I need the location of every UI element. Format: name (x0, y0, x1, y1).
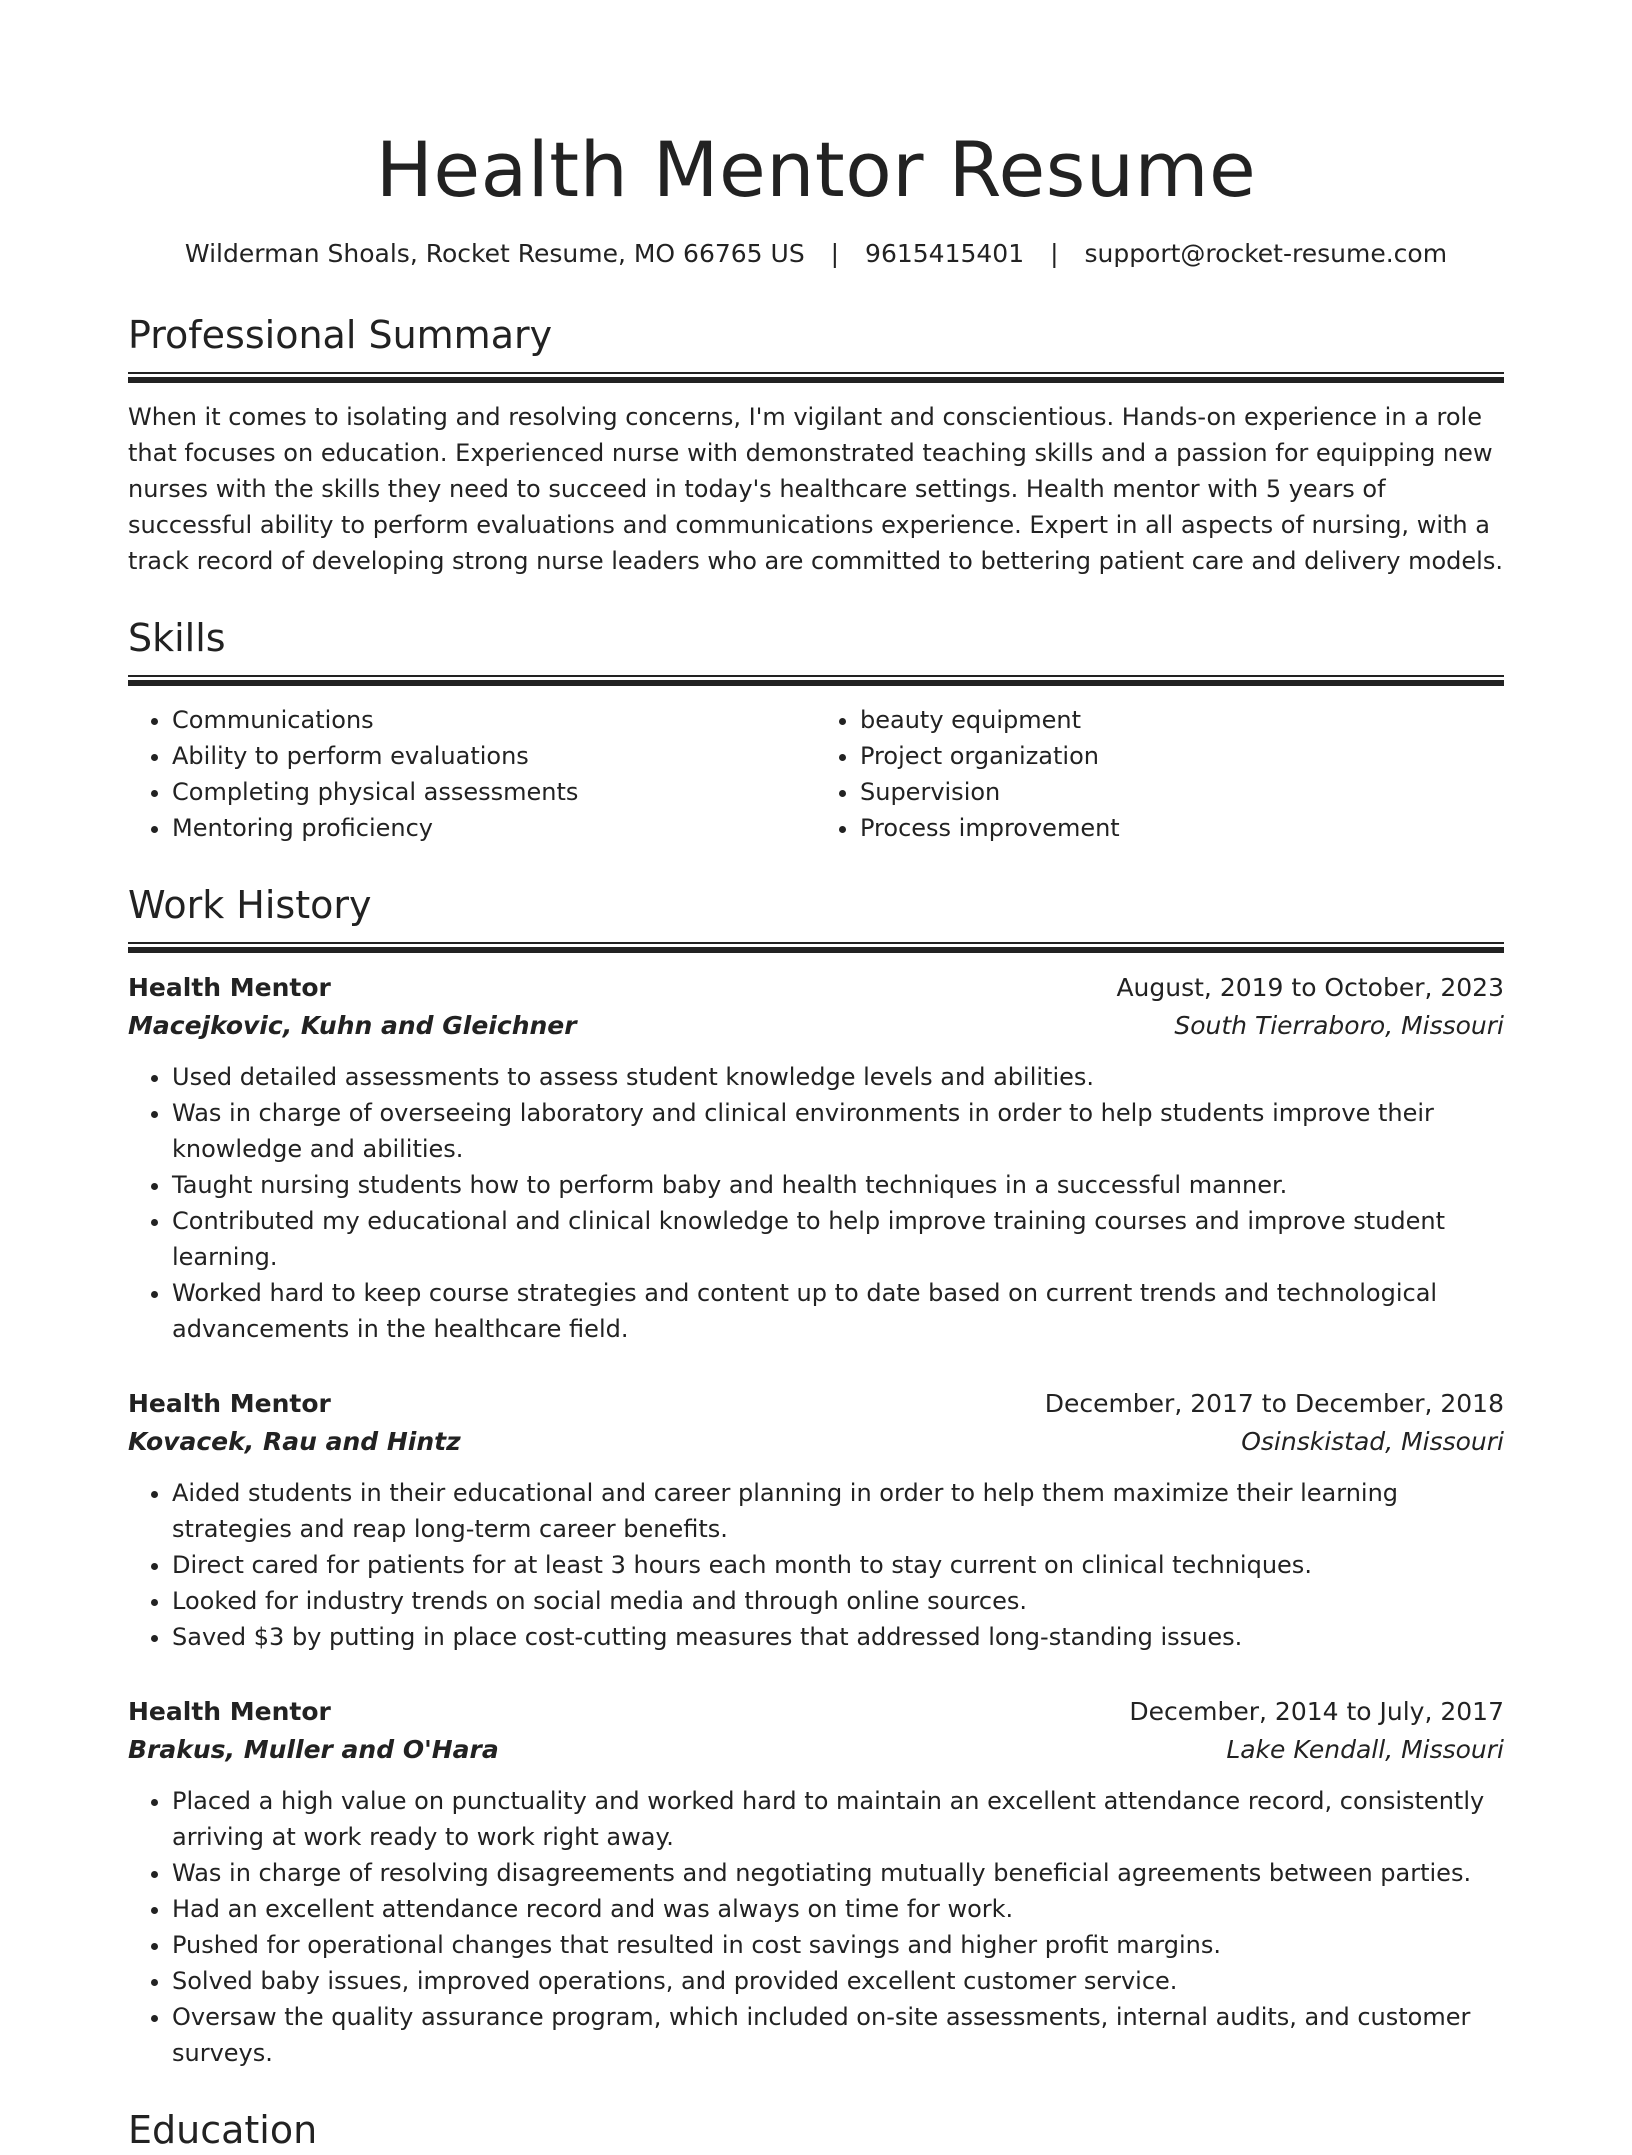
job-bullet: • Direct cared for patients for at least 3 hours each month to stay current on clinical techniques. (172, 1547, 1504, 1583)
job-bullet: • Placed a high value on punctuality and worked hard to maintain an excellent attendance record, consistently arriving at work ready to work right away. (172, 1783, 1504, 1855)
job-bullet: • Oversaw the quality assurance program, which included on-site assessments, internal audits, and customer surveys. (172, 1999, 1504, 2071)
job-company: Macejkovic, Kuhn and Gleichner (128, 1011, 577, 1040)
job-title: Health Mentor (128, 1697, 331, 1726)
job-location: Osinskistad, Missouri (1241, 1427, 1504, 1456)
section-divider (128, 942, 1504, 953)
job-bullet: • Taught nursing students how to perform baby and health techniques in a successful manner. (172, 1167, 1504, 1203)
job-company-row (128, 1423, 1504, 1461)
job-bullet: • Pushed for operational changes that resulted in cost savings and higher profit margins. (172, 1927, 1504, 1963)
job-bullets (128, 1475, 1504, 1655)
job-company-row (128, 1731, 1504, 1769)
job-entry (128, 1385, 1504, 1655)
skill-item: • Completing physical assessments (172, 774, 816, 810)
job-title: Health Mentor (128, 1389, 331, 1418)
skill-item: • Project organization (860, 738, 1504, 774)
job-bullet: • Was in charge of overseeing laboratory and clinical environments in order to help students improve their knowledge and abilities. (172, 1095, 1504, 1167)
skills-list-left (128, 702, 816, 846)
job-location: Lake Kendall, Missouri (1226, 1735, 1504, 1764)
job-entry (128, 969, 1504, 1347)
job-entry (128, 1693, 1504, 2071)
job-location: South Tierraboro, Missouri (1174, 1011, 1504, 1040)
job-dates: August, 2019 to October, 2023 (1116, 973, 1504, 1002)
summary-heading: Professional Summary (128, 313, 553, 357)
skill-item: • Process improvement (860, 810, 1504, 846)
job-header-row (128, 1693, 1504, 1731)
summary-text: When it comes to isolating and resolving concerns, I'm vigilant and conscientious. Hands-on experience in a role that focuses on education. Experienced nurse with demonstrated teaching skills and a passion for equipping new nurses with the skills they need to succeed in today's healthcare settings. Health mentor with 5 years of successful ability to perform evaluations and communications experience. Expert in all aspects of nursing, with a track record of developing strong nurse leaders who are committed to bettering patient care and delivery models. (128, 403, 1503, 575)
summary-section (128, 310, 1504, 579)
job-bullet: • Solved baby issues, improved operations, and provided excellent customer service. (172, 1963, 1504, 1999)
job-dates: December, 2014 to July, 2017 (1129, 1697, 1504, 1726)
skill-item: • Communications (172, 702, 816, 738)
job-header-row (128, 1385, 1504, 1423)
contact-separator: | (1050, 239, 1059, 268)
job-bullet: • Looked for industry trends on social media and through online sources. (172, 1583, 1504, 1619)
contact-line (128, 236, 1504, 272)
job-company-row (128, 1007, 1504, 1045)
contact-separator: | (830, 239, 840, 268)
job-bullet: • Had an excellent attendance record and was always on time for work. (172, 1891, 1504, 1927)
job-bullet: • Was in charge of resolving disagreements and negotiating mutually beneficial agreements between parties. (172, 1855, 1504, 1891)
job-bullets (128, 1059, 1504, 1347)
job-company: Brakus, Muller and O'Hara (128, 1735, 499, 1764)
job-bullet: • Contributed my educational and clinical knowledge to help improve training courses and improve student learning. (172, 1203, 1504, 1275)
skill-item: • Mentoring proficiency (172, 810, 816, 846)
section-divider (128, 675, 1504, 686)
work-history-heading: Work History (128, 883, 372, 927)
skills-columns (128, 702, 1504, 846)
job-company: Kovacek, Rau and Hintz (128, 1427, 461, 1456)
job-dates: December, 2017 to December, 2018 (1044, 1389, 1504, 1418)
job-bullet: • Aided students in their educational and career planning in order to help them maximize their learning strategies and reap long-term career benefits. (172, 1475, 1504, 1547)
skills-heading: Skills (128, 616, 226, 660)
skill-item: • Supervision (860, 774, 1504, 810)
job-bullets (128, 1783, 1504, 2071)
job-title: Health Mentor (128, 973, 331, 1002)
work-history-section (128, 880, 1504, 2071)
section-divider (128, 372, 1504, 383)
skills-section (128, 613, 1504, 846)
education-section (128, 2105, 1504, 2155)
contact-address: Wilderman Shoals, Rocket Resume, MO 66765 US (184, 239, 805, 268)
resume-title: Health Mentor Resume (375, 125, 1257, 214)
skill-item: • Ability to perform evaluations (172, 738, 816, 774)
skill-item: • beauty equipment (860, 702, 1504, 738)
job-bullet: • Used detailed assessments to assess student knowledge levels and abilities. (172, 1059, 1504, 1095)
skills-list-right (816, 702, 1504, 846)
contact-email: support@rocket-resume.com (1084, 239, 1448, 268)
job-header-row (128, 969, 1504, 1007)
job-bullet: • Worked hard to keep course strategies and content up to date based on current trends and technological advancements in the healthcare field. (172, 1275, 1504, 1347)
job-bullet: • Saved $3 by putting in place cost-cutting measures that addressed long-standing issues. (172, 1619, 1504, 1655)
contact-phone: 9615415401 (865, 239, 1025, 268)
education-heading: Education (128, 2108, 318, 2152)
